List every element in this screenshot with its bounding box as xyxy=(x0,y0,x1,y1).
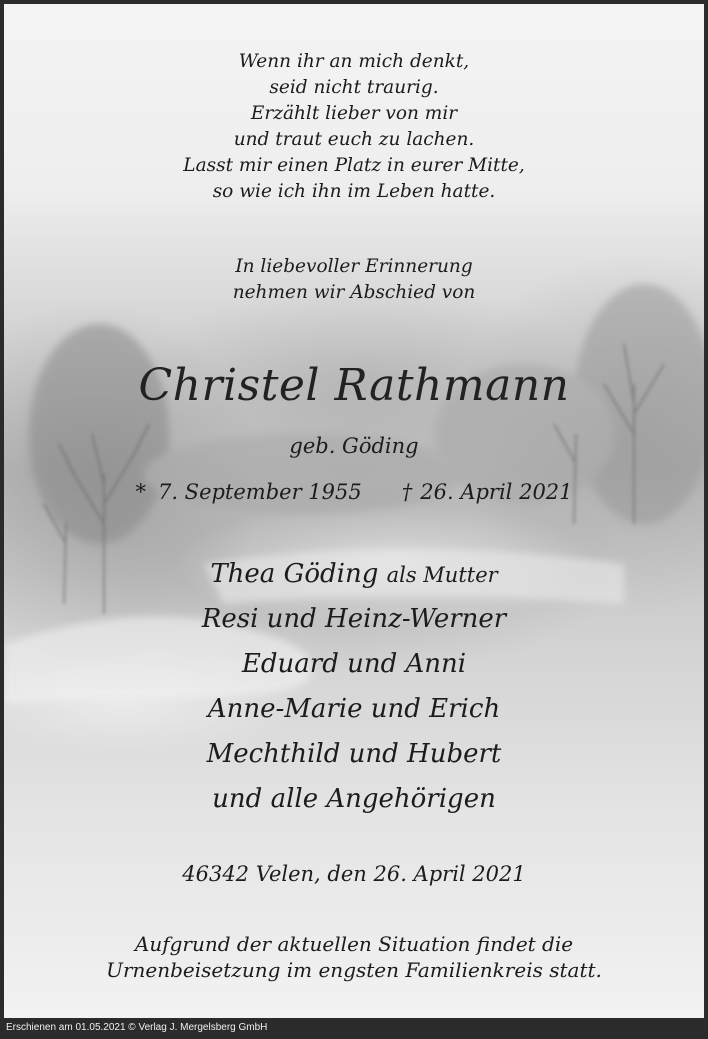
obituary-notice xyxy=(4,4,704,1018)
mourner-line: Mechthild und Hubert xyxy=(206,739,502,769)
verse-line: Lasst mir einen Platz in eurer Mitte, xyxy=(183,155,525,176)
birth-date: 7. September 1955 xyxy=(157,480,362,504)
life-dates xyxy=(4,480,704,504)
verse-line: und traut euch zu lachen. xyxy=(233,129,475,150)
intro-line: nehmen wir Abschied von xyxy=(232,282,476,303)
verse-line: Erzählt lieber von mir xyxy=(250,103,458,124)
birth-star-icon: * xyxy=(135,480,146,504)
mourner-line: Resi und Heinz-Werner xyxy=(201,604,507,634)
publication-credit: Erschienen am 01.05.2021 © Verlag J. Mergelsberg GmbH xyxy=(6,1022,268,1033)
verse-line: so wie ich ihn im Leben hatte. xyxy=(212,181,496,202)
funeral-note-line: Aufgrund der aktuellen Situation findet die xyxy=(134,932,574,956)
mourner-line: Anne-Marie und Erich xyxy=(207,694,501,724)
birth-name: geb. Göding xyxy=(289,434,419,458)
mourner-name: Thea Göding xyxy=(210,559,379,589)
funeral-note-line: Urnenbeisetzung im engsten Familienkreis statt. xyxy=(106,958,602,982)
verse-line: seid nicht traurig. xyxy=(269,77,439,98)
mourner-line xyxy=(4,559,704,589)
verse-line: Wenn ihr an mich denkt, xyxy=(238,51,470,72)
place-date: 46342 Velen, den 26. April 2021 xyxy=(182,862,526,886)
mourner-line: Eduard und Anni xyxy=(241,649,467,679)
death-cross-icon: † xyxy=(401,480,413,504)
death-date: 26. April 2021 xyxy=(420,480,573,504)
deceased-name: Christel Rathmann xyxy=(138,360,570,411)
mourner-relation: als Mutter xyxy=(386,563,498,587)
intro-line: In liebevoller Erinnerung xyxy=(235,256,473,277)
mourner-line: und alle Angehörigen xyxy=(212,784,496,814)
